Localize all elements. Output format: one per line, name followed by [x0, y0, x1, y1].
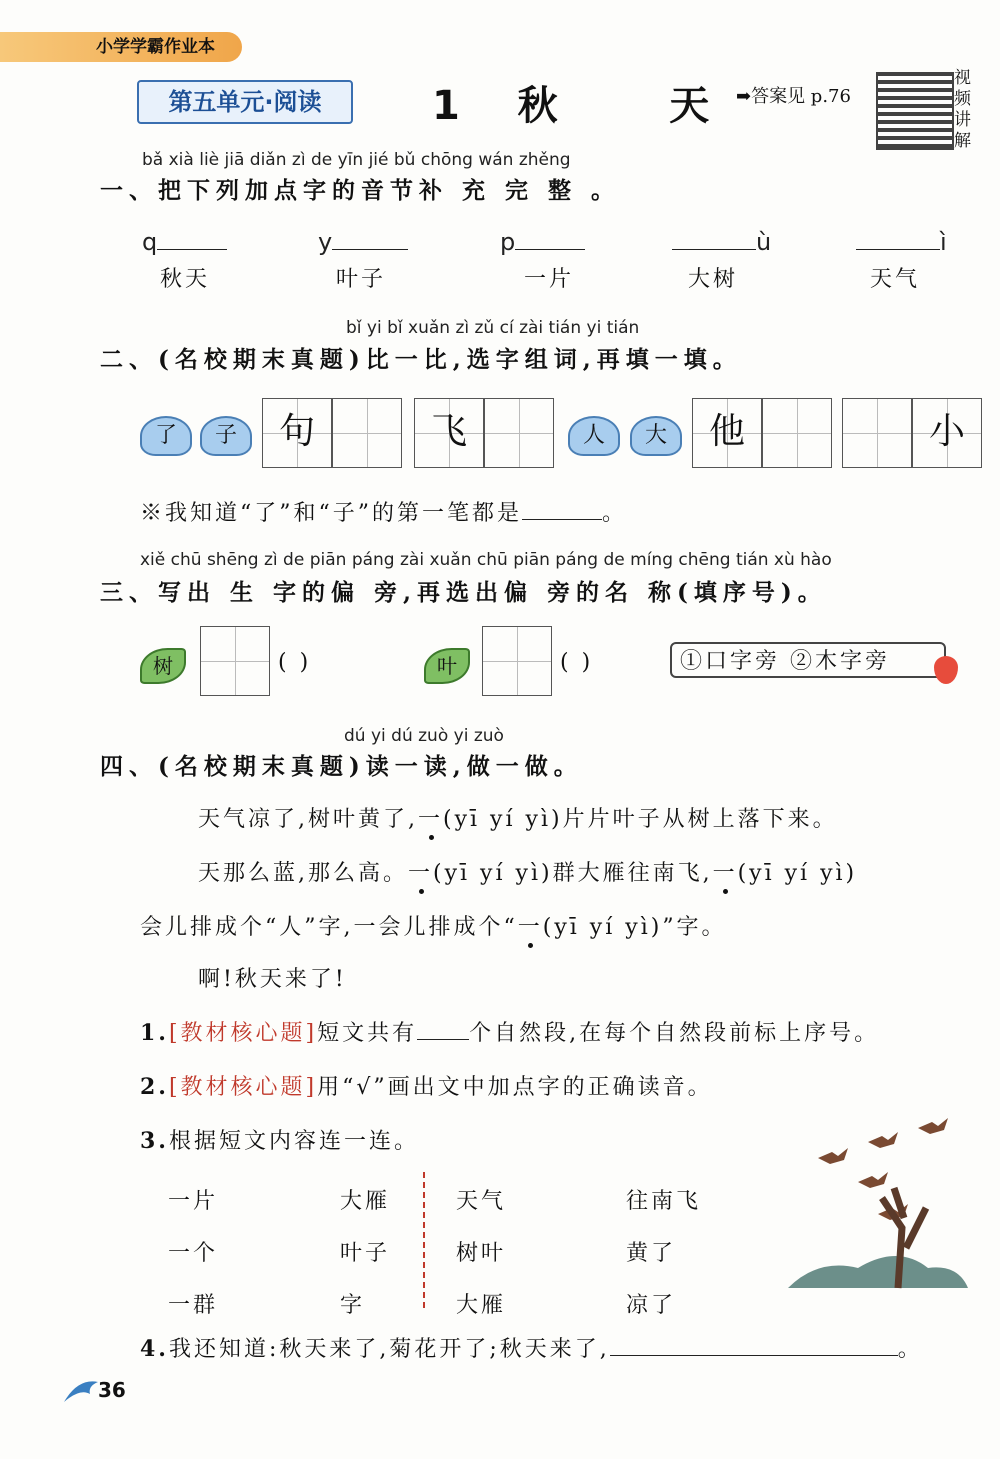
pinyin-blank[interactable] — [332, 249, 408, 250]
q1-item — [318, 228, 408, 293]
strawberry-icon — [934, 656, 958, 684]
sub-question-3: 3.根据短文内容连一连。 — [140, 1128, 419, 1154]
sub-question-2: 2.[教材核心题]用“√”画出文中加点字的正确读音。 — [140, 1074, 713, 1100]
q1-word: 秋天 — [160, 267, 211, 292]
q2-title: 二、(名校期末真题)比一比,选字组词,再填一填。 — [100, 346, 742, 373]
dolphin-icon — [62, 1372, 102, 1408]
writing-box[interactable] — [842, 398, 912, 468]
writing-box[interactable] — [332, 398, 402, 468]
brand-banner: 小学学霸作业本 — [0, 32, 242, 62]
match-column-3[interactable]: 天气 树叶 大雁 — [456, 1189, 507, 1318]
lesson-number: 1 — [432, 83, 464, 129]
lesson-title-char: 天 — [669, 83, 714, 129]
unit-label: 第五单元·阅读 — [137, 80, 353, 124]
pinyin-initial: p — [500, 228, 516, 256]
answer-paren[interactable]: ( ) — [278, 650, 312, 675]
q2-pinyin: bǐ yi bǐ xuǎn zì zǔ cí zài tián yi tián — [346, 318, 640, 338]
page-number: 36 — [98, 1378, 126, 1402]
writing-box[interactable] — [482, 626, 552, 696]
autumn-illustration — [778, 1118, 978, 1308]
writing-box: 句 — [262, 398, 332, 468]
q1-word: 大树 — [688, 267, 739, 292]
match-column-4[interactable]: 往南飞 黄了 凉了 — [626, 1189, 702, 1318]
sub-question-4: 4.我还知道:秋天来了,菊花开了;秋天来了, 。 — [140, 1336, 923, 1362]
q1-item — [672, 228, 771, 293]
lesson-title-char: 秋 — [517, 83, 562, 129]
passage-paragraph: 啊!秋天来了! — [198, 967, 347, 992]
pinyin-blank[interactable] — [672, 249, 756, 250]
q4-title: 四、(名校期末真题)读一读,做一做。 — [100, 753, 583, 780]
answer-blank[interactable] — [522, 519, 602, 520]
pinyin-final: ù — [756, 228, 772, 256]
sub-question-1: 1.[教材核心题]短文共有 个自然段,在每个自然段前标上序号。 — [140, 1020, 880, 1046]
q1-pinyin: bǎ xià liè jiā diǎn zì de yīn jié bǔ chōng wán zhěng — [142, 150, 571, 170]
passage-paragraph: 会儿排成个“人”字,一会儿排成个“一(yī yí yì)”字。 — [140, 915, 727, 940]
answer-paren[interactable]: ( ) — [560, 650, 594, 675]
lesson-title — [432, 74, 713, 131]
pinyin-initial: y — [318, 228, 333, 256]
writing-box: 小 — [912, 398, 982, 468]
q1-word: 叶子 — [336, 267, 387, 292]
answer-blank[interactable] — [610, 1355, 898, 1356]
answer-blank[interactable] — [417, 1039, 469, 1040]
q3-pinyin: xiě chū shēng zì de piān páng zài xuǎn chū piān páng de míng chēng tián xù hào — [140, 550, 832, 570]
q1-word: 天气 — [870, 267, 921, 292]
video-label: 视频讲解 — [954, 68, 971, 151]
shell-char: 了 — [140, 416, 192, 456]
writing-box[interactable] — [200, 626, 270, 696]
q1-item — [856, 228, 947, 293]
match-column-2[interactable]: 大雁 叶子 字 — [340, 1189, 391, 1318]
leaf-char: 树 — [140, 648, 186, 684]
pinyin-initial: q — [142, 228, 158, 256]
pinyin-final: ì — [940, 228, 947, 256]
rock-icon — [788, 1256, 968, 1288]
q1-word: 一片 — [524, 267, 575, 292]
q1-item — [500, 228, 585, 293]
leaf-char: 叶 — [424, 648, 470, 684]
q2-note: ※我知道“了”和“子”的第一笔都是 。 — [140, 501, 628, 526]
pinyin-blank[interactable] — [157, 249, 227, 250]
q4-pinyin: dú yi dú zuò yi zuò — [344, 726, 504, 746]
answer-reference: ➡答案见 p.76 — [736, 86, 851, 107]
writing-box: 他 — [692, 398, 762, 468]
divider-line — [423, 1172, 425, 1308]
shell-char: 大 — [630, 416, 682, 456]
q1-item — [142, 228, 227, 293]
writing-box[interactable] — [484, 398, 554, 468]
shell-char: 子 — [200, 416, 252, 456]
pinyin-blank[interactable] — [856, 249, 940, 250]
pinyin-blank[interactable] — [515, 249, 585, 250]
match-column-1[interactable]: 一片 一个 一群 — [168, 1189, 219, 1318]
writing-box[interactable] — [762, 398, 832, 468]
qr-code-icon[interactable] — [876, 72, 954, 150]
q1-title: 一、把下列加点字的音节补 充 完 整 。 — [100, 177, 621, 204]
passage-paragraph: 天那么蓝,那么高。一(yī yí yì)群大雁往南飞,一(yī yí yì) — [198, 861, 858, 886]
options-box: ①口字旁 ②木字旁 — [670, 642, 946, 678]
writing-box: 飞 — [414, 398, 484, 468]
shell-char: 人 — [568, 416, 620, 456]
q3-title: 三、写出 生 字的偏 旁,再选出偏 旁的名 称(填序号)。 — [100, 579, 827, 606]
passage-paragraph: 天气凉了,树叶黄了,一(yī yí yì)片片叶子从树上落下来。 — [198, 807, 838, 832]
